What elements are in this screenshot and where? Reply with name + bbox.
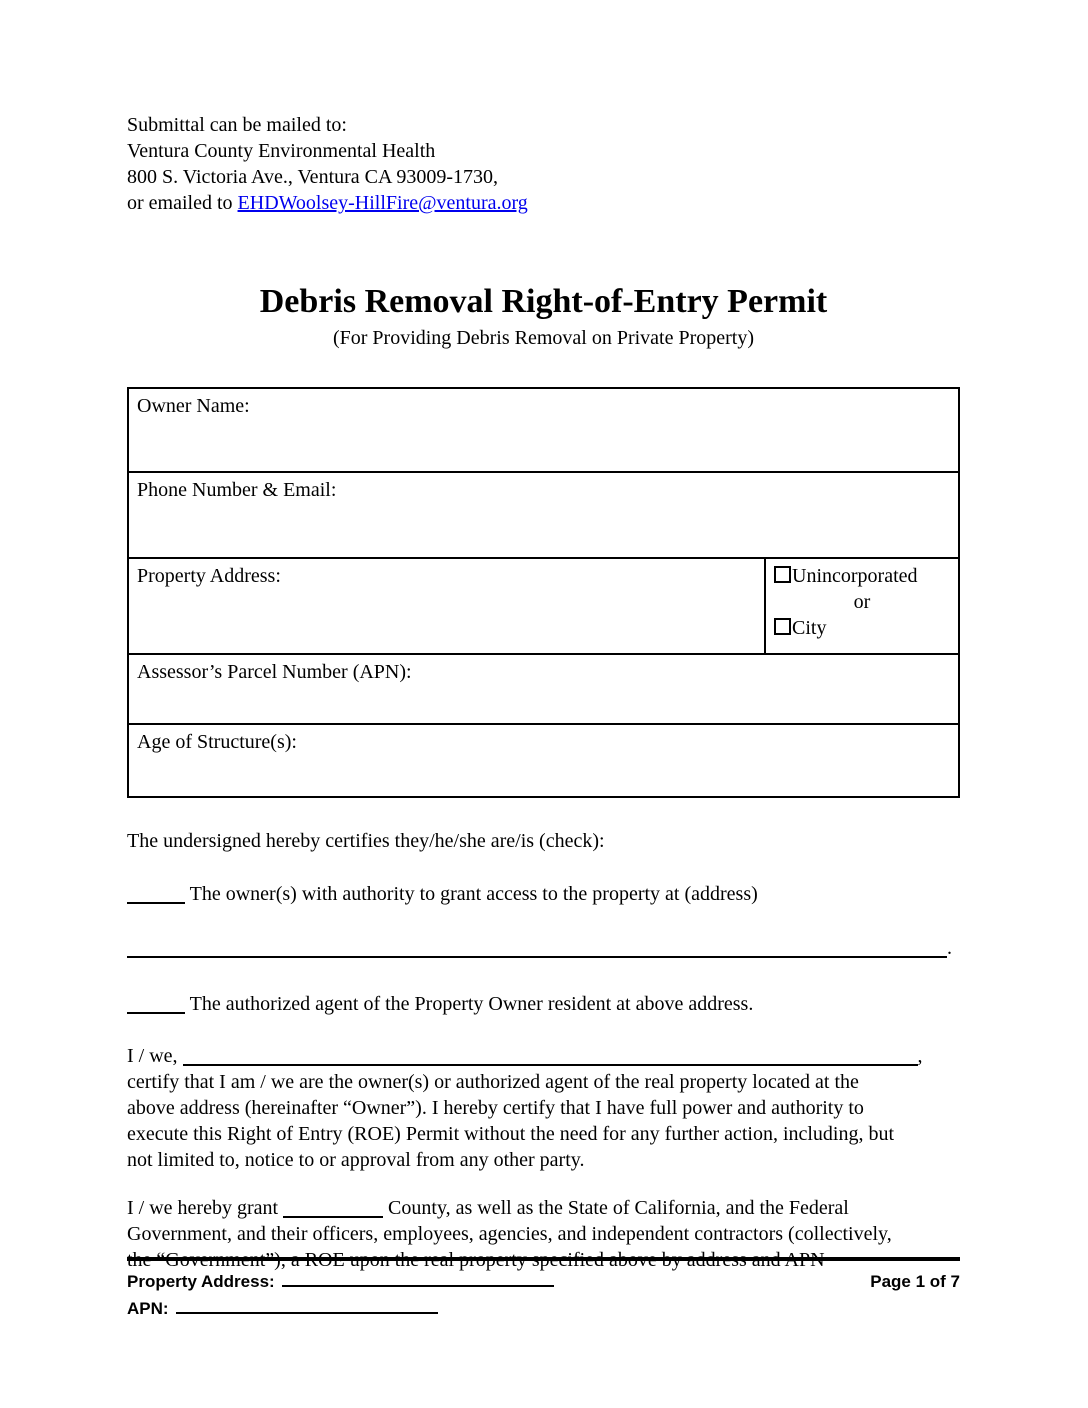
certify-line: execute this Right of Entry (ROE) Permit without the need for any further action, including, but [127,1123,895,1145]
mailing-header [127,112,960,216]
address-line-period: . [947,937,952,959]
footer-property-address-blank[interactable] [282,1269,554,1287]
grant-line: Government, and their officers, employees, agencies, and independent contractors (collectively, [127,1223,892,1245]
page-subtitle: (For Providing Debris Removal on Private Property) [332,327,755,349]
jurisdiction-or-label: or [853,591,871,613]
age-of-structures-cell[interactable] [128,724,959,797]
table-row [128,558,959,654]
owner-info-table [127,387,960,798]
address-fill-line [127,935,960,961]
owner-name-label: Owner Name: [137,395,250,417]
phone-email-label: Phone Number & Email: [137,479,337,501]
owner-option-line [127,881,960,907]
property-address-label: Property Address: [137,565,281,587]
owner-option-text: The owner(s) with authority to grant access to the property at (address) [189,883,758,905]
table-row [128,654,959,724]
footer-apn-line [127,1295,960,1322]
email-line-prefix: or emailed to [127,192,238,214]
certify-line: not limited to, notice to or approval from any other party. [127,1149,585,1171]
email-link[interactable]: EHDWoolsey-HillFire@ventura.org [237,192,528,214]
city-checkbox-icon[interactable] [774,618,791,635]
mailing-line-4 [127,190,960,216]
grant-line1-suffix: County, as well as the State of California, and the Federal [388,1197,849,1219]
apn-cell[interactable] [128,654,959,724]
iwe-name-blank[interactable] [183,1046,918,1066]
certify-paragraph [127,1043,960,1173]
grant-prefix: I / we hereby grant [127,1197,279,1219]
phone-email-cell[interactable] [128,472,959,558]
table-row [128,724,959,797]
jurisdiction-unincorporated-row [774,563,950,589]
grant-line [127,1195,960,1221]
county-blank[interactable] [283,1198,383,1218]
agent-option-text: The authorized agent of the Property Owner resident at above address. [189,993,754,1015]
iwe-prefix: I / we, [127,1045,178,1067]
mailing-line-1: Submittal can be mailed to: [127,114,347,136]
jurisdiction-city-row [774,615,950,641]
page-footer [127,1257,960,1322]
mailing-line-3: 800 S. Victoria Ave., Ventura CA 93009-1730, [127,166,498,188]
address-blank[interactable] [127,938,947,958]
footer-apn-blank[interactable] [176,1296,438,1314]
certify-line: certify that I am / we are the owner(s) or authorized agent of the real property located at the [127,1071,859,1093]
iwe-line [127,1043,960,1069]
jurisdiction-cell [765,558,959,654]
unincorporated-checkbox-icon[interactable] [774,566,791,583]
agent-option-line [127,991,960,1017]
apn-label: Assessor’s Parcel Number (APN): [137,661,412,683]
footer-apn-label: APN: [127,1299,169,1318]
footer-property-address-label: Property Address: [127,1272,275,1291]
certify-line: above address (hereinafter “Owner”). I hereby certify that I have full power and authority to [127,1097,864,1119]
page-title: Debris Removal Right-of-Entry Permit [259,283,828,320]
table-row [128,472,959,558]
agent-option-blank[interactable] [127,994,185,1014]
grant-line: the “Government”), a ROE upon the real property specified above by address and APN [127,1249,825,1271]
mailing-line-2: Ventura County Environmental Health [127,140,436,162]
owner-name-cell[interactable] [128,388,959,472]
property-address-cell[interactable] [128,558,765,654]
city-label: City [792,617,827,639]
table-row [128,388,959,472]
page-number: Page 1 of 7 [870,1272,960,1291]
footer-property-address-line [127,1268,960,1295]
age-of-structures-label: Age of Structure(s): [137,731,297,753]
certification-intro: The undersigned hereby certifies they/he/she are/is (check): [127,830,605,852]
iwe-suffix: , [917,1045,923,1067]
owner-option-blank[interactable] [127,884,185,904]
unincorporated-label: Unincorporated [792,565,918,587]
